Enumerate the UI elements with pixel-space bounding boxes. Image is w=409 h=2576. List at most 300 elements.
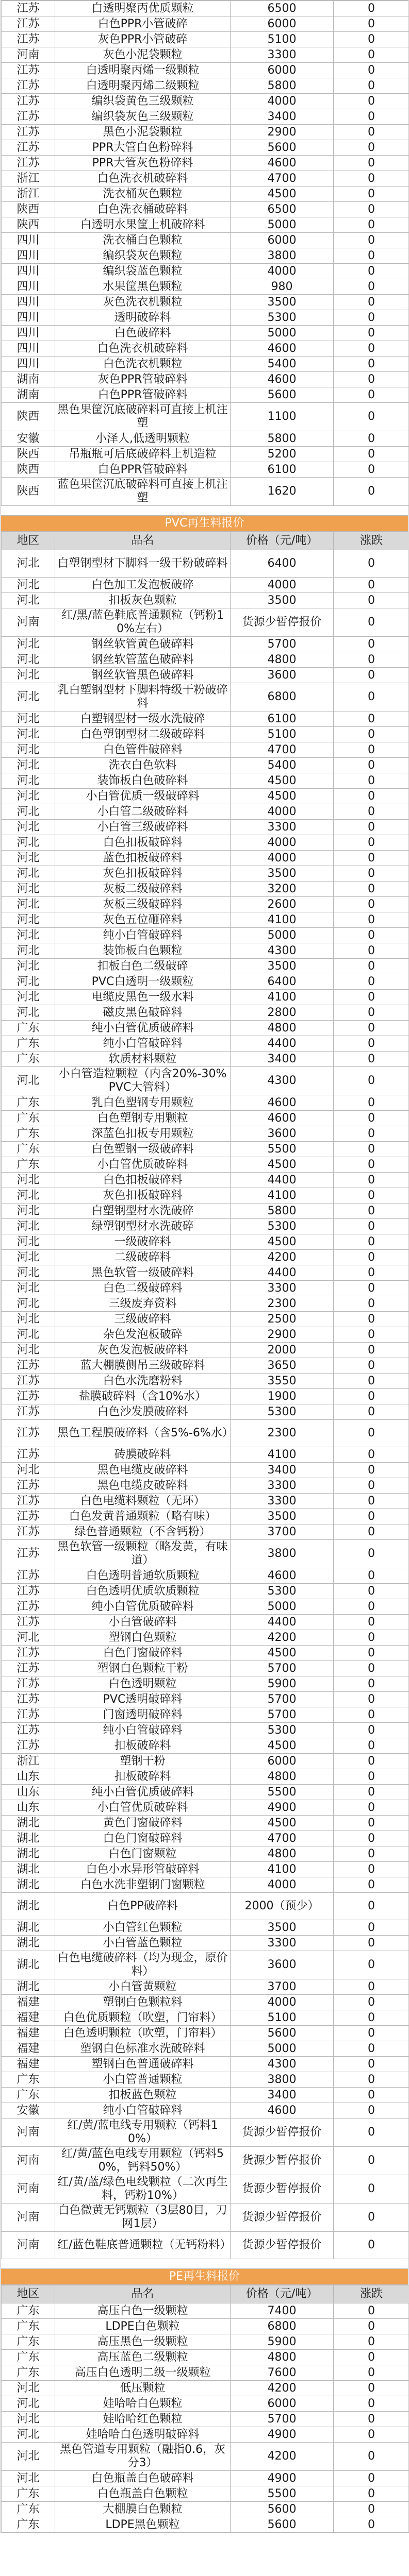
table-row bbox=[2, 1173, 409, 1188]
product-name-cell: 编织袋黄色三级颗粒 bbox=[55, 94, 231, 109]
table-row bbox=[2, 851, 409, 866]
price-sheet bbox=[1, 0, 408, 2533]
change-cell: 0 bbox=[334, 2381, 409, 2396]
product-name-cell: PVC透明破碎料 bbox=[55, 1692, 231, 1707]
product-name-cell: 小白管优质破碎料 bbox=[55, 1800, 231, 1816]
product-name-cell: 一级破碎料 bbox=[55, 1234, 231, 1250]
change-cell: 0 bbox=[334, 1723, 409, 1738]
price-cell: 6500 bbox=[231, 1, 334, 16]
change-cell: 0 bbox=[334, 2103, 409, 2119]
price-cell: 6000 bbox=[231, 63, 334, 78]
region-cell: 江苏 bbox=[2, 32, 55, 47]
change-cell: 0 bbox=[334, 1463, 409, 1478]
table-row bbox=[2, 1021, 409, 1036]
price-cell: 5500 bbox=[231, 1142, 334, 1157]
region-cell: 河北 bbox=[2, 1250, 55, 1265]
change-cell: 0 bbox=[334, 202, 409, 217]
price-table bbox=[1, 532, 409, 2259]
table-row bbox=[2, 78, 409, 94]
product-name-cell: 扣板蓝色颗粒 bbox=[55, 2088, 231, 2103]
region-cell: 江苏 bbox=[2, 94, 55, 109]
price-cell: 4400 bbox=[231, 1036, 334, 1052]
region-cell: 广东 bbox=[2, 2303, 55, 2319]
region-cell: 江苏 bbox=[2, 1599, 55, 1615]
region-cell: 河北 bbox=[2, 1005, 55, 1021]
table-row bbox=[2, 233, 409, 248]
region-cell: 山东 bbox=[2, 1785, 55, 1800]
table-row bbox=[2, 990, 409, 1005]
region-cell: 河北 bbox=[2, 1234, 55, 1250]
price-cell: 5300 bbox=[231, 1404, 334, 1420]
region-cell: 陕西 bbox=[2, 202, 55, 217]
product-name-cell: 娃哈哈白色透明破碎料 bbox=[55, 2427, 231, 2443]
product-name-cell: LDPE黑色颗粒 bbox=[55, 2517, 231, 2533]
column-header-region: 地区 bbox=[2, 532, 55, 550]
table-row bbox=[2, 1250, 409, 1265]
price-cell: 5100 bbox=[231, 727, 334, 742]
product-name-cell: 水果筐黑色颗粒 bbox=[55, 279, 231, 295]
product-name-cell: LDPE白色颗粒 bbox=[55, 2319, 231, 2334]
change-cell: 0 bbox=[334, 2232, 409, 2259]
price-cell: 4500 bbox=[231, 773, 334, 789]
price-cell: 3500 bbox=[231, 959, 334, 974]
change-cell: 0 bbox=[334, 310, 409, 326]
product-name-cell: 小白管优质破碎料 bbox=[55, 1157, 231, 1173]
price-cell: 5000 bbox=[231, 2041, 334, 2057]
price-cell: 4200 bbox=[231, 1630, 334, 1646]
region-cell: 河北 bbox=[2, 959, 55, 974]
product-name-cell: 扣板白色二级破碎 bbox=[55, 959, 231, 974]
change-cell: 0 bbox=[334, 1478, 409, 1494]
change-cell: 0 bbox=[334, 326, 409, 341]
table-row bbox=[2, 2057, 409, 2072]
change-cell: 0 bbox=[334, 578, 409, 593]
price-cell: 5500 bbox=[231, 2486, 334, 2502]
region-cell: 河北 bbox=[2, 1327, 55, 1343]
change-cell: 0 bbox=[334, 431, 409, 447]
product-name-cell: 小白管黄颗粒 bbox=[55, 1979, 231, 1995]
product-name-cell: 灰色PPR管破碎料 bbox=[55, 372, 231, 387]
table-row bbox=[2, 372, 409, 387]
price-table bbox=[1, 1, 409, 506]
product-name-cell: 红/黄/蓝电线专用颗粒（钙料10%） bbox=[55, 2119, 231, 2147]
change-cell: 0 bbox=[334, 727, 409, 742]
change-cell: 0 bbox=[334, 1862, 409, 1877]
product-name-cell: 纯小白管优质破碎料 bbox=[55, 1021, 231, 1036]
region-cell: 江苏 bbox=[2, 1540, 55, 1568]
change-cell: 0 bbox=[334, 959, 409, 974]
price-cell: 4500 bbox=[231, 187, 334, 202]
product-name-cell: 小白管优质一级破碎料 bbox=[55, 789, 231, 804]
price-cell: 2300 bbox=[231, 1420, 334, 1447]
region-cell: 河北 bbox=[2, 2412, 55, 2427]
change-cell: 0 bbox=[334, 63, 409, 78]
table-row bbox=[2, 431, 409, 447]
price-cell: 6800 bbox=[231, 683, 334, 711]
product-name-cell: 白色扣板破碎料 bbox=[55, 1173, 231, 1188]
table-row bbox=[2, 1816, 409, 1831]
table-row bbox=[2, 820, 409, 835]
region-cell: 广东 bbox=[2, 1036, 55, 1052]
price-cell: 5600 bbox=[231, 140, 334, 156]
product-name-cell: 小泽人,低透明颗粒 bbox=[55, 431, 231, 447]
table-row bbox=[2, 1234, 409, 1250]
product-name-cell: 白色管件破碎料 bbox=[55, 742, 231, 758]
price-cell: 3550 bbox=[231, 1374, 334, 1389]
product-name-cell: 白透明聚丙烯一级颗粒 bbox=[55, 63, 231, 78]
change-cell: 0 bbox=[334, 2010, 409, 2026]
table-row bbox=[2, 1219, 409, 1234]
table-row bbox=[2, 125, 409, 140]
price-cell: 3500 bbox=[231, 295, 334, 310]
table-row bbox=[2, 387, 409, 403]
change-cell: 0 bbox=[334, 32, 409, 47]
price-cell: 5800 bbox=[231, 431, 334, 447]
table-row bbox=[2, 295, 409, 310]
product-name-cell: 红/黑/蓝色鞋底普通颗粒（钙粉10%左右） bbox=[55, 608, 231, 637]
region-cell: 河北 bbox=[2, 742, 55, 758]
region-cell: 河北 bbox=[2, 550, 55, 578]
table-row bbox=[2, 1951, 409, 1979]
region-cell: 江苏 bbox=[2, 1374, 55, 1389]
change-cell: 0 bbox=[334, 217, 409, 233]
table-row bbox=[2, 2041, 409, 2057]
product-name-cell: 乳白塑钢型材下脚料特级干粉破碎料 bbox=[55, 683, 231, 711]
region-cell: 四川 bbox=[2, 326, 55, 341]
table-row bbox=[2, 2026, 409, 2041]
product-name-cell: 编织袋灰色颗粒 bbox=[55, 248, 231, 264]
product-name-cell: 纯小白管破碎料 bbox=[55, 928, 231, 943]
price-cell: 4500 bbox=[231, 1234, 334, 1250]
price-cell: 4000 bbox=[231, 1877, 334, 1893]
price-cell: 1620 bbox=[231, 478, 334, 506]
product-name-cell: 黑色电缆皮破碎料 bbox=[55, 1463, 231, 1478]
price-cell: 5700 bbox=[231, 1661, 334, 1676]
region-cell: 河北 bbox=[2, 789, 55, 804]
price-cell: 3700 bbox=[231, 1979, 334, 1995]
product-name-cell: 白色门窗破碎料 bbox=[55, 1831, 231, 1846]
product-name-cell: 黑色工程膜破碎料（含5%-6%水） bbox=[55, 1420, 231, 1447]
product-name-cell: 白色电缆破碎料（均为现金，原价料） bbox=[55, 1951, 231, 1979]
product-name-cell: 白色PPR管破碎料 bbox=[55, 387, 231, 403]
region-cell: 河南 bbox=[2, 47, 55, 63]
table-row bbox=[2, 2381, 409, 2396]
region-cell: 江苏 bbox=[2, 1404, 55, 1420]
change-cell: 0 bbox=[334, 2057, 409, 2072]
price-cell: 4500 bbox=[231, 1646, 334, 1661]
product-name-cell: 低压颗粒 bbox=[55, 2381, 231, 2396]
change-cell: 0 bbox=[334, 1234, 409, 1250]
region-cell: 河北 bbox=[2, 1463, 55, 1478]
region-cell: 山东 bbox=[2, 1769, 55, 1785]
region-cell: 湖北 bbox=[2, 1816, 55, 1831]
region-cell: 河北 bbox=[2, 1296, 55, 1312]
region-cell: 河北 bbox=[2, 912, 55, 928]
price-cell: 3400 bbox=[231, 2088, 334, 2103]
product-name-cell: 塑钢白色普通破碎料 bbox=[55, 2057, 231, 2072]
region-cell: 江苏 bbox=[2, 1723, 55, 1738]
price-cell: 货源少暂停报价 bbox=[231, 2119, 334, 2147]
price-cell: 4000 bbox=[231, 835, 334, 851]
change-cell: 0 bbox=[334, 897, 409, 912]
table-row bbox=[2, 2204, 409, 2232]
change-cell: 0 bbox=[334, 1219, 409, 1234]
table-row bbox=[2, 357, 409, 372]
price-cell: 4500 bbox=[231, 1157, 334, 1173]
change-cell: 0 bbox=[334, 593, 409, 608]
change-cell: 0 bbox=[334, 1420, 409, 1447]
change-cell: 0 bbox=[334, 2175, 409, 2204]
product-name-cell: 娃哈哈红色颗粒 bbox=[55, 2412, 231, 2427]
region-cell: 广东 bbox=[2, 2088, 55, 2103]
table-row bbox=[2, 1800, 409, 1816]
price-cell: 5300 bbox=[231, 1219, 334, 1234]
region-cell: 河北 bbox=[2, 711, 55, 727]
price-cell: 5300 bbox=[231, 1723, 334, 1738]
product-name-cell: 塑钢白色颗粒干粉 bbox=[55, 1661, 231, 1676]
region-cell: 河北 bbox=[2, 866, 55, 882]
product-name-cell: 白色发黄普通颗粒（略有味） bbox=[55, 1509, 231, 1524]
change-cell: 0 bbox=[334, 1646, 409, 1661]
product-name-cell: 小白管二级破碎料 bbox=[55, 804, 231, 820]
price-cell: 6100 bbox=[231, 711, 334, 727]
price-cell: 6100 bbox=[231, 462, 334, 478]
price-cell: 5200 bbox=[231, 447, 334, 462]
product-name-cell: 黑色小泥袋颗粒 bbox=[55, 125, 231, 140]
product-name-cell: 白色塑钢专用颗粒 bbox=[55, 1111, 231, 1126]
change-cell: 0 bbox=[334, 1095, 409, 1111]
change-cell: 0 bbox=[334, 1052, 409, 1067]
price-cell: 4400 bbox=[231, 1265, 334, 1281]
table-row bbox=[2, 1142, 409, 1157]
price-cell: 5700 bbox=[231, 1707, 334, 1723]
price-cell: 4300 bbox=[231, 943, 334, 959]
price-cell: 3700 bbox=[231, 1524, 334, 1540]
region-cell: 广东 bbox=[2, 2072, 55, 2088]
change-cell: 0 bbox=[334, 851, 409, 866]
product-name-cell: 灰色小泥袋颗粒 bbox=[55, 47, 231, 63]
change-cell: 0 bbox=[334, 1173, 409, 1188]
change-cell: 0 bbox=[334, 758, 409, 773]
change-cell: 0 bbox=[334, 2334, 409, 2350]
region-cell: 河南 bbox=[2, 2147, 55, 2175]
product-name-cell: PPR大管灰色粉碎料 bbox=[55, 156, 231, 171]
table-row bbox=[2, 2119, 409, 2147]
table-row bbox=[2, 1920, 409, 1936]
price-cell: 5300 bbox=[231, 1584, 334, 1599]
region-cell: 河北 bbox=[2, 2396, 55, 2412]
table-row bbox=[2, 2072, 409, 2088]
price-cell: 3400 bbox=[231, 1052, 334, 1067]
change-cell: 0 bbox=[334, 1296, 409, 1312]
product-name-cell: 纯小白管破碎料 bbox=[55, 1036, 231, 1052]
region-cell: 湖北 bbox=[2, 1951, 55, 1979]
region-cell: 河北 bbox=[2, 974, 55, 990]
change-cell: 0 bbox=[334, 804, 409, 820]
table-row bbox=[2, 1615, 409, 1630]
region-cell: 河北 bbox=[2, 2381, 55, 2396]
table-row bbox=[2, 2412, 409, 2427]
region-cell: 河北 bbox=[2, 773, 55, 789]
change-cell: 0 bbox=[334, 1142, 409, 1157]
change-cell: 0 bbox=[334, 1, 409, 16]
table-row bbox=[2, 2443, 409, 2471]
change-cell: 0 bbox=[334, 1358, 409, 1374]
price-cell: 5100 bbox=[231, 32, 334, 47]
change-cell: 0 bbox=[334, 882, 409, 897]
price-cell: 4100 bbox=[231, 912, 334, 928]
price-cell: 3300 bbox=[231, 47, 334, 63]
price-cell: 4600 bbox=[231, 341, 334, 357]
table-row bbox=[2, 959, 409, 974]
change-cell: 0 bbox=[334, 943, 409, 959]
section-spacer bbox=[1, 506, 408, 515]
table-row bbox=[2, 1389, 409, 1404]
table-row bbox=[2, 1936, 409, 1951]
product-name-cell: 灰板三级破碎料 bbox=[55, 897, 231, 912]
table-row bbox=[2, 835, 409, 851]
price-cell: 3800 bbox=[231, 1540, 334, 1568]
product-name-cell: 白色门窗颗粒 bbox=[55, 1846, 231, 1862]
price-cell: 3500 bbox=[231, 593, 334, 608]
price-cell: 3300 bbox=[231, 1281, 334, 1296]
change-cell: 0 bbox=[334, 1568, 409, 1584]
product-name-cell: 纯小白管破碎料 bbox=[55, 2103, 231, 2119]
product-name-cell: 灰色扣板破碎料 bbox=[55, 866, 231, 882]
change-cell: 0 bbox=[334, 2412, 409, 2427]
product-name-cell: 三级破碎料 bbox=[55, 1312, 231, 1327]
section-title: PVC再生料报价 bbox=[1, 515, 408, 532]
product-name-cell: 白色洗衣机颗粒 bbox=[55, 357, 231, 372]
table-row bbox=[2, 1738, 409, 1754]
table-row bbox=[2, 1893, 409, 1920]
price-cell: 4200 bbox=[231, 2381, 334, 2396]
product-name-cell: 小白管蓝色颗粒 bbox=[55, 1936, 231, 1951]
table-row bbox=[2, 1204, 409, 1219]
region-cell: 河北 bbox=[2, 668, 55, 683]
product-name-cell: 白色扣板破碎料 bbox=[55, 835, 231, 851]
product-name-cell: 白色水洗非塑钢门窗颗粒 bbox=[55, 1877, 231, 1893]
region-cell: 河北 bbox=[2, 928, 55, 943]
change-cell: 0 bbox=[334, 2517, 409, 2533]
region-cell: 四川 bbox=[2, 279, 55, 295]
price-cell: 6500 bbox=[231, 202, 334, 217]
table-row bbox=[2, 279, 409, 295]
region-cell: 陕西 bbox=[2, 462, 55, 478]
product-name-cell: 小白管造粒颗粒（内含20%-30%PVC大管料） bbox=[55, 1067, 231, 1095]
table-row bbox=[2, 2147, 409, 2175]
product-name-cell: 塑钢白色颗粒料 bbox=[55, 1995, 231, 2010]
region-cell: 河北 bbox=[2, 652, 55, 668]
change-cell: 0 bbox=[334, 2396, 409, 2412]
region-cell: 江苏 bbox=[2, 1615, 55, 1630]
change-cell: 0 bbox=[334, 47, 409, 63]
change-cell: 0 bbox=[334, 1374, 409, 1389]
product-name-cell: 白色透明颗粒 bbox=[55, 1676, 231, 1692]
region-cell: 江苏 bbox=[2, 1584, 55, 1599]
change-cell: 0 bbox=[334, 2350, 409, 2365]
region-cell: 湖北 bbox=[2, 1936, 55, 1951]
product-name-cell: 二级破碎料 bbox=[55, 1250, 231, 1265]
price-cell: 3500 bbox=[231, 866, 334, 882]
change-cell: 0 bbox=[334, 387, 409, 403]
change-cell: 0 bbox=[334, 2088, 409, 2103]
product-name-cell: 白色破碎料 bbox=[55, 326, 231, 341]
table-row bbox=[2, 637, 409, 652]
price-cell: 4600 bbox=[231, 156, 334, 171]
product-name-cell: 高压白色透明二级一级颗粒 bbox=[55, 2365, 231, 2381]
price-cell: 4500 bbox=[231, 1816, 334, 1831]
table-row bbox=[2, 1831, 409, 1846]
table-row bbox=[2, 1447, 409, 1463]
region-cell: 河北 bbox=[2, 1312, 55, 1327]
price-cell: 5900 bbox=[231, 1676, 334, 1692]
price-cell: 4100 bbox=[231, 1447, 334, 1463]
change-cell: 0 bbox=[334, 1754, 409, 1769]
price-cell: 6800 bbox=[231, 2319, 334, 2334]
product-name-cell: 白色PPR管破碎料 bbox=[55, 462, 231, 478]
change-cell: 0 bbox=[334, 711, 409, 727]
table-header-row bbox=[2, 532, 409, 550]
region-cell: 河北 bbox=[2, 683, 55, 711]
region-cell: 福建 bbox=[2, 2057, 55, 2072]
region-cell: 江苏 bbox=[2, 1389, 55, 1404]
product-name-cell: 扣板破碎料 bbox=[55, 1769, 231, 1785]
change-cell: 0 bbox=[334, 1692, 409, 1707]
product-name-cell: 装饰板白色破碎料 bbox=[55, 773, 231, 789]
region-cell: 广东 bbox=[2, 2517, 55, 2533]
change-cell: 0 bbox=[334, 990, 409, 1005]
table-row bbox=[2, 1676, 409, 1692]
table-row bbox=[2, 2103, 409, 2119]
product-name-cell: 黑色软管一级破碎料 bbox=[55, 1265, 231, 1281]
change-cell: 0 bbox=[334, 233, 409, 248]
region-cell: 江苏 bbox=[2, 1494, 55, 1509]
table-row bbox=[2, 1312, 409, 1327]
price-cell: 5600 bbox=[231, 2026, 334, 2041]
table-row bbox=[2, 1630, 409, 1646]
product-name-cell: 绿塑钢型材水洗破碎 bbox=[55, 1219, 231, 1234]
region-cell: 江苏 bbox=[2, 109, 55, 125]
region-cell: 四川 bbox=[2, 295, 55, 310]
column-header-change: 涨跌 bbox=[334, 2285, 409, 2303]
table-row bbox=[2, 156, 409, 171]
table-row bbox=[2, 1327, 409, 1343]
change-cell: 0 bbox=[334, 1769, 409, 1785]
change-cell: 0 bbox=[334, 16, 409, 32]
price-cell: 1100 bbox=[231, 403, 334, 431]
change-cell: 0 bbox=[334, 1630, 409, 1646]
change-cell: 0 bbox=[334, 608, 409, 637]
price-cell: 4800 bbox=[231, 652, 334, 668]
region-cell: 山东 bbox=[2, 1800, 55, 1816]
change-cell: 0 bbox=[334, 1067, 409, 1095]
region-cell: 河北 bbox=[2, 1173, 55, 1188]
table-row bbox=[2, 403, 409, 431]
region-cell: 江苏 bbox=[2, 1447, 55, 1463]
region-cell: 河北 bbox=[2, 2471, 55, 2486]
region-cell: 江苏 bbox=[2, 1707, 55, 1723]
product-name-cell: 扣板破碎料 bbox=[55, 1738, 231, 1754]
product-name-cell: 编织袋蓝色颗粒 bbox=[55, 264, 231, 279]
table-row bbox=[2, 1584, 409, 1599]
price-cell: 1900 bbox=[231, 1389, 334, 1404]
change-cell: 0 bbox=[334, 1936, 409, 1951]
region-cell: 江苏 bbox=[2, 1358, 55, 1374]
table-row bbox=[2, 1343, 409, 1358]
change-cell: 0 bbox=[334, 1524, 409, 1540]
region-cell: 福建 bbox=[2, 2010, 55, 2026]
